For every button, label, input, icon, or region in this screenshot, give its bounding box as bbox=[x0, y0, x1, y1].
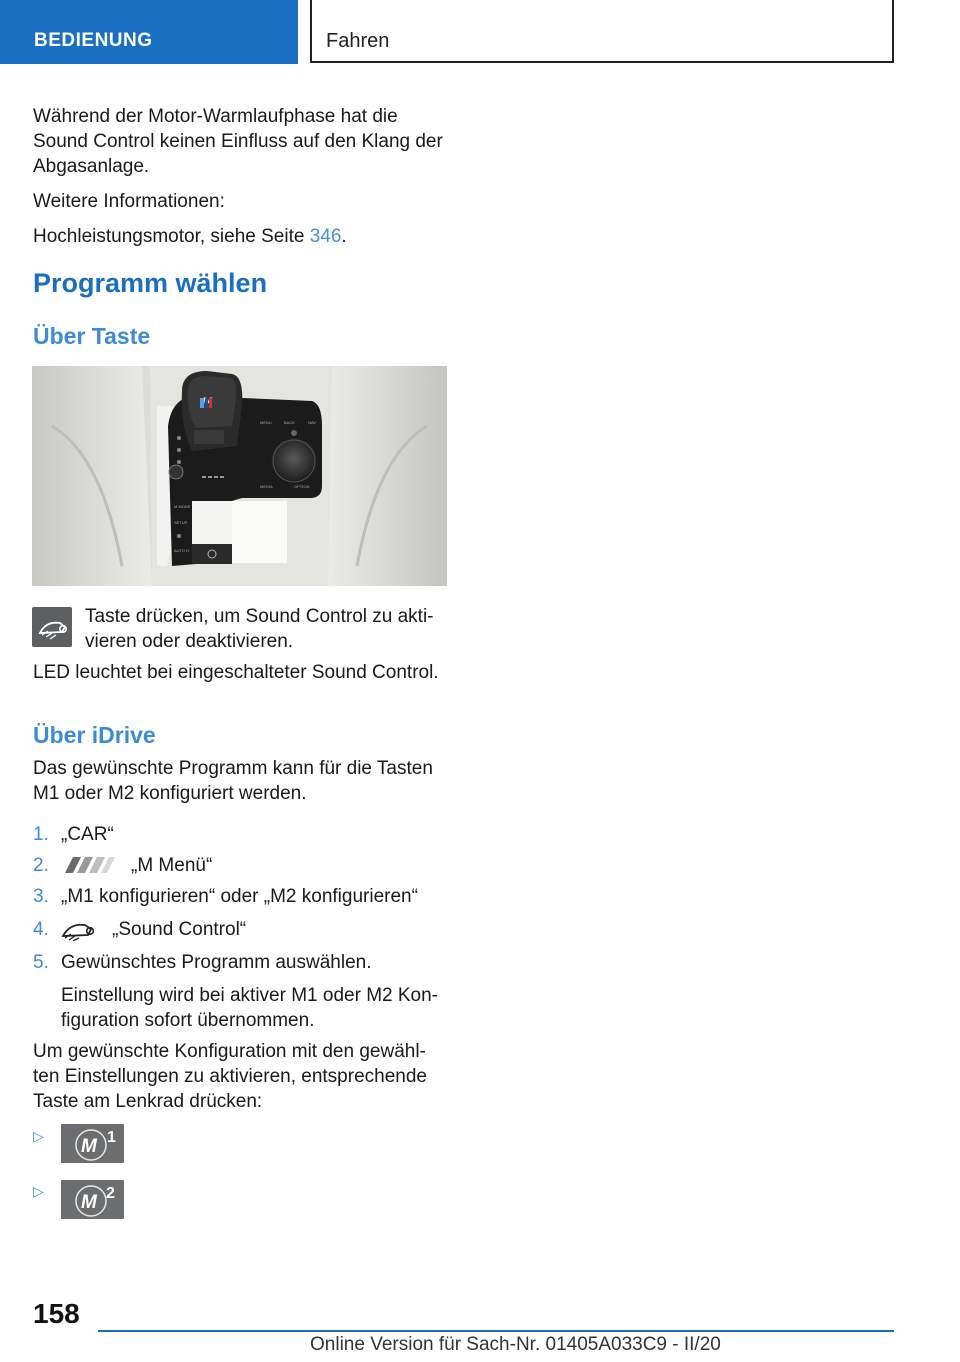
m2-button-icon bbox=[61, 1180, 124, 1219]
step-text: „CAR“ bbox=[61, 824, 114, 845]
label-back: BACK bbox=[284, 420, 295, 425]
page-reference-text: Hochleistungsmotor, siehe Seite bbox=[33, 226, 310, 247]
label-option: OPTION bbox=[294, 484, 310, 489]
outro-line-3: Taste am Lenkrad drücken: bbox=[33, 1091, 263, 1112]
bullet-arrow-icon: ▷ bbox=[33, 1128, 44, 1144]
footer-divider bbox=[98, 1330, 894, 1332]
m1-label: M bbox=[81, 1136, 97, 1157]
chapter-title: Fahren bbox=[326, 30, 390, 52]
label-setup: SETUP bbox=[174, 520, 188, 525]
page-reference-link[interactable]: 346 bbox=[309, 226, 342, 247]
outro-paragraph bbox=[33, 1039, 453, 1114]
label-media: MEDIA bbox=[260, 484, 273, 489]
console-illustration bbox=[32, 366, 447, 586]
step-number: 5. bbox=[33, 952, 49, 973]
intro-block bbox=[33, 104, 453, 249]
step-text: „M Menü“ bbox=[131, 855, 213, 876]
step-text: Gewünschtes Programm auswählen. bbox=[61, 952, 372, 973]
led-note-text: LED leuchtet bei eingeschalteter Sound Control. bbox=[33, 662, 439, 683]
idrive-intro-text: Das gewünschte Programm kann für die Tasten M1 oder M2 konfiguriert werden. bbox=[33, 758, 433, 804]
intro-paragraph-2: Weitere Informationen: bbox=[33, 191, 225, 212]
icon-caption-line-2: vieren oder deaktivieren. bbox=[85, 631, 294, 652]
m-stripes-icon bbox=[61, 855, 117, 882]
label-m-mode: M MODE bbox=[174, 504, 191, 509]
icon-caption-line-1: Taste drücken, um Sound Control zu akti- bbox=[85, 606, 434, 627]
page-reference-end: . bbox=[341, 226, 347, 247]
m1-superscript: 1 bbox=[107, 1129, 116, 1146]
m2-label: M bbox=[81, 1192, 97, 1213]
heading-ueber-idrive: Über iDrive bbox=[33, 722, 156, 748]
intro-paragraph-3 bbox=[33, 224, 453, 249]
heading-ueber-taste: Über Taste bbox=[33, 323, 151, 349]
center-console-photo bbox=[32, 366, 447, 586]
idrive-intro bbox=[33, 756, 453, 806]
step-number: 2. bbox=[33, 855, 49, 876]
step-number: 1. bbox=[33, 824, 49, 845]
chapter-header bbox=[310, 0, 894, 63]
label-auto-h: AUTO H bbox=[174, 548, 190, 553]
step-number: 3. bbox=[33, 886, 49, 907]
step-text: „Sound Control“ bbox=[112, 919, 247, 940]
step-5-note-line-2: figuration sofort übernommen. bbox=[61, 1010, 315, 1031]
outro-line-1: Um gewünschte Konfiguration mit den gewähl- bbox=[33, 1041, 426, 1062]
intro-paragraph-1: Während der Motor-Warmlaufphase hat die Sound Control keinen Einfluss auf den Klang der Abgasanlage. bbox=[33, 106, 443, 177]
step-text: „M1 konfigurieren“ oder „M2 konfigurieren“ bbox=[61, 886, 418, 907]
sound-control-button-icon bbox=[32, 607, 72, 647]
footer-online-version: Online Version für Sach-Nr. 01405A033C9 - II/20 bbox=[310, 1334, 721, 1355]
outro-line-2: ten Einstellungen zu aktivieren, entsprechende bbox=[33, 1066, 427, 1087]
step-5-note bbox=[61, 983, 451, 1033]
m2-superscript: 2 bbox=[106, 1185, 115, 1202]
sound-control-icon bbox=[61, 917, 99, 948]
led-note bbox=[33, 660, 453, 685]
bullet-arrow-icon: ▷ bbox=[33, 1183, 44, 1199]
step-5-note-line-1: Einstellung wird bei aktiver M1 oder M2 Kon- bbox=[61, 985, 439, 1006]
label-nav: NAV bbox=[308, 420, 316, 425]
label-menu: MENU bbox=[260, 420, 272, 425]
section-tab bbox=[0, 0, 298, 64]
icon-caption bbox=[85, 604, 445, 654]
page-number: 158 bbox=[33, 1298, 80, 1329]
section-title: BEDIENUNG bbox=[34, 30, 153, 51]
step-number: 4. bbox=[33, 919, 49, 940]
heading-programm-waehlen: Programm wählen bbox=[33, 268, 268, 298]
m1-button-icon bbox=[61, 1124, 124, 1163]
